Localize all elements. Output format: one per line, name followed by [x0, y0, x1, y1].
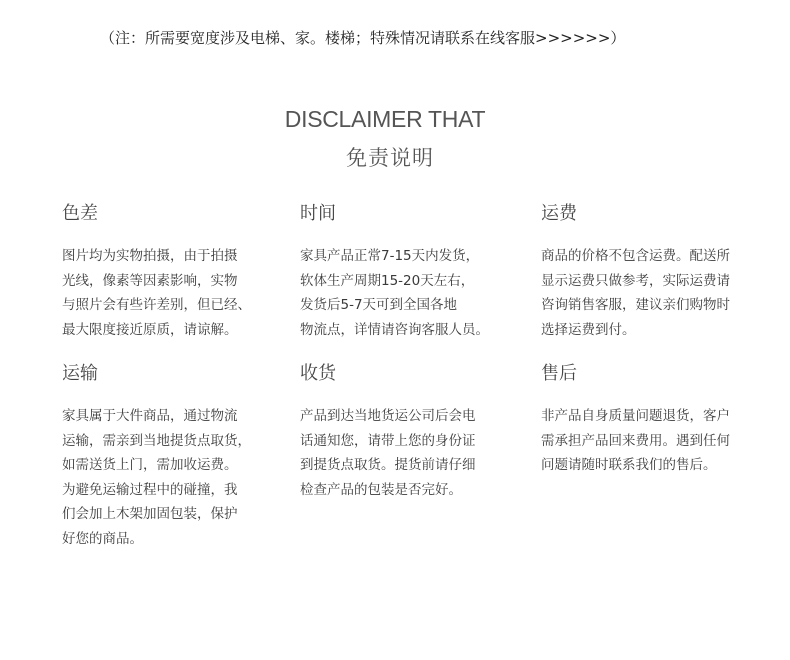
- section-title: 售后: [541, 363, 577, 384]
- section-body: 图片均为实物拍摄，由于拍摄 光线，像素等因素影响，实物 与照片会有些许差别，但已经、 最大限度接近原质，请谅解。: [62, 248, 251, 338]
- section-title: 色差: [62, 203, 98, 224]
- section-title: 时间: [300, 203, 336, 224]
- section-body: 产品到达当地货运公司后会电 话通知您，请带上您的身份证 到提货点取货。提货前请仔细 检查产品的包装是否完好。: [300, 408, 476, 498]
- disclaimer-title-en: DISCLAIMER THAT: [284, 106, 486, 132]
- section-title: 收货: [300, 363, 336, 384]
- disclaimer-title-cn: 免责说明: [346, 146, 434, 170]
- section-body: 商品的价格不包含运费。配送所 显示运费只做参考，实际运费请 咨询销售客服，建议亲们购物时 选择运费到付。: [541, 248, 730, 338]
- section-body: 非产品自身质量问题退货，客户 需承担产品回来费用。遇到任何 问题请随时联系我们的售后。: [541, 408, 730, 473]
- section-title: 运输: [62, 363, 98, 384]
- section-body: 家具产品正常7-15天内发货， 软体生产周期15-20天左右， 发货后5-7天可到全国各地 物流点，详情请咨询客服人员。: [300, 248, 489, 338]
- section-shipping-cost: [541, 202, 761, 342]
- section-transport: [62, 362, 274, 551]
- section-time: [300, 202, 512, 342]
- section-color-difference: [62, 202, 274, 342]
- section-receiving: [300, 362, 512, 502]
- section-after-sales: [541, 362, 761, 478]
- section-title: 运费: [541, 203, 577, 224]
- shipping-note: （注：所需要宽度涉及电梯、家。楼梯；特殊情况请联系在线客服>>>>>>）: [100, 29, 626, 47]
- section-body: 家具属于大件商品，通过物流 运输，需亲到当地提货点取货， 如需送货上门，需加收运费。 为避免运输过程中的碰撞，我 们会加上木架加固包装，保护 好您的商品。: [62, 408, 251, 547]
